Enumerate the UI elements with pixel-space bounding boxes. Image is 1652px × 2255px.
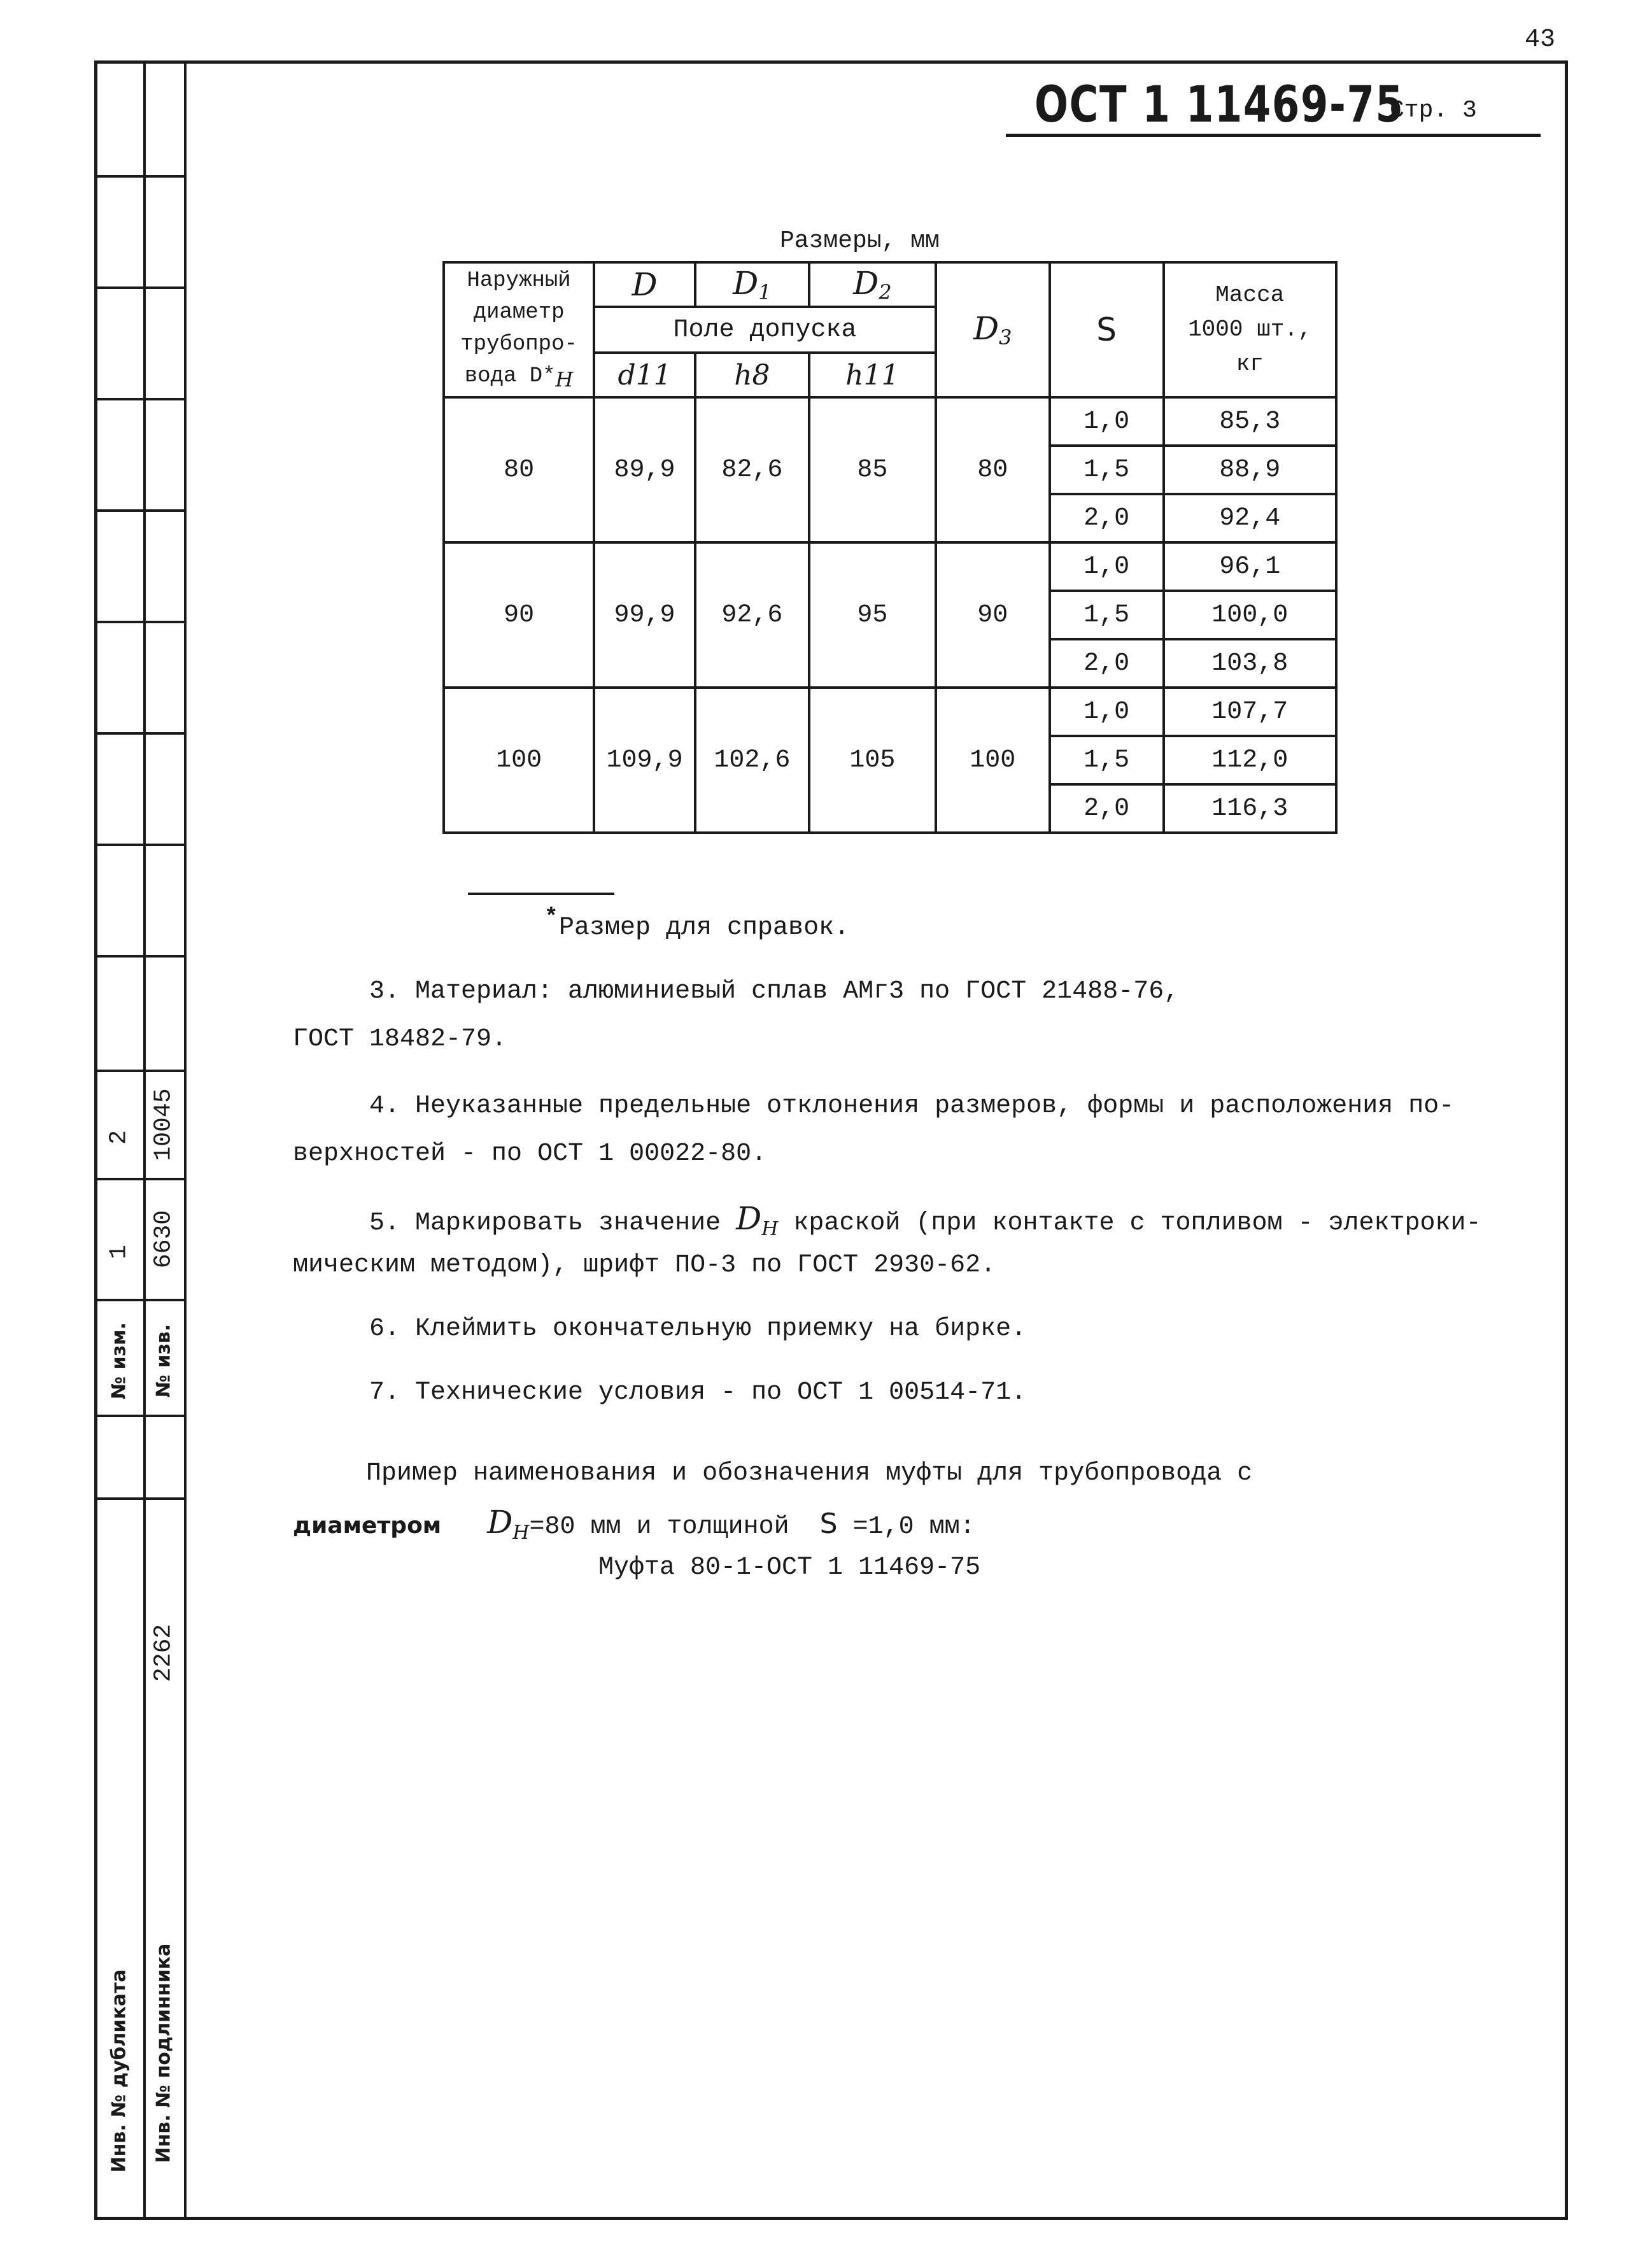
cell-mass: 103,8 [1164,639,1336,688]
stamp-row-line [94,509,187,512]
header-tol-d: d11 [594,353,695,397]
stamp-row-line [94,398,187,400]
cell-d2: 85 [809,397,936,542]
cell-mass: 116,3 [1164,784,1336,833]
stamp-notice-number-6630: 6630 [150,1210,178,1269]
cell-mass: 85,3 [1164,397,1336,446]
header-s: S [1050,262,1164,397]
stamp-column-line [143,60,146,2220]
table-row [444,542,1336,591]
cell-d: 99,9 [594,542,695,688]
cell-d2: 95 [809,542,936,688]
document-code: ОСТ 1 11469-75 [1034,76,1404,134]
footnote-mark: * [544,904,558,930]
stamp-row-line [94,175,187,178]
cell-d1: 102,6 [695,688,809,833]
cell-outer: 80 [444,397,594,542]
cell-s: 2,0 [1050,494,1164,542]
cell-mass: 96,1 [1164,542,1336,591]
stamp-row-line [94,621,187,623]
header-d: D [594,262,695,307]
cell-outer: 100 [444,688,594,833]
footnote-rule [468,893,614,895]
cell-d: 109,9 [594,688,695,833]
cell-d3: 90 [936,542,1050,688]
item-5-line2: мическим методом), шрифт ПО-3 по ГОСТ 2930-62. [293,1251,996,1280]
stamp-label-duplicate-inventory: Инв. № дубликата [108,1969,131,2173]
example-line2: диаметром $D_Н=80$ мм и толщиной S =1,0 мм: [293,1504,975,1544]
stamp-section-line [94,1497,187,1500]
sizes-table [442,261,1338,834]
cell-mass: 88,9 [1164,446,1336,494]
stamp-row-line [94,286,187,289]
cell-s: 1,0 [1050,688,1164,736]
header-tol-d2: h11 [809,353,936,397]
stamp-row-line [94,1299,187,1301]
header-underline [1006,134,1541,137]
header-outer-diameter: Наружный диаметр трубопро- вода $D*_Н$ [444,262,594,397]
item-6: 6. Клеймить окончательную приемку на бирке. [369,1315,1027,1343]
cell-d3: 100 [936,688,1050,833]
header-tolerance: Поле допуска [594,307,936,353]
item-4-line1: 4. Неуказанные предельные отклонения размеров, формы и расположения по- [369,1092,1455,1120]
cell-s: 1,5 [1050,736,1164,784]
cell-s: 2,0 [1050,784,1164,833]
cell-mass: 112,0 [1164,736,1336,784]
example-line1: Пример наименования и обозначения муфты для трубопровода с [366,1459,1253,1488]
stamp-column-line [184,60,187,2220]
cell-s: 2,0 [1050,639,1164,688]
table-caption: Размеры, мм [780,227,940,255]
cell-mass: 107,7 [1164,688,1336,736]
item-3-line1: 3. Материал: алюминиевый сплав АМг3 по ГОСТ 21488-76, [369,977,1180,1006]
stamp-row-line [94,955,187,958]
item-3-line2: ГОСТ 18482-79. [293,1025,507,1054]
header-mass: Масса 1000 шт., кг [1164,262,1336,397]
cell-d3: 80 [936,397,1050,542]
cell-s: 1,0 [1050,542,1164,591]
cell-s: 1,5 [1050,591,1164,639]
cell-d1: 92,6 [695,542,809,688]
cell-s: 1,5 [1050,446,1164,494]
stamp-row-line [94,732,187,735]
page-number: 43 [1525,25,1556,54]
item-4-line2: верхностей - по ОСТ 1 00022-80. [293,1140,767,1168]
cell-d1: 82,6 [695,397,809,542]
stamp-notice-number-10045: 10045 [150,1088,178,1161]
header-tol-d1: h8 [695,353,809,397]
cell-s: 1,0 [1050,397,1164,446]
item-5-line1: 5. Маркировать значение $D_Н$ краской (при контакте с топливом - электроки- [369,1200,1481,1240]
cell-mass: 92,4 [1164,494,1336,542]
stamp-label-original-inventory: Инв. № подлинника [152,1943,175,2163]
stamp-label-notice-no: № изв. [152,1324,175,1398]
stamp-original-inventory-number: 2262 [150,1623,178,1683]
stamp-change-number-1: 1 [105,1245,133,1259]
cell-outer: 90 [444,542,594,688]
cell-mass: 100,0 [1164,591,1336,639]
header-d2: $D_2$ [809,262,936,307]
stamp-row-line [94,844,187,846]
stamp-label-change-no: № изм. [108,1322,131,1399]
stamp-change-number-2: 2 [105,1130,133,1145]
example-line3: Муфта 80-1-ОСТ 1 11469-75 [598,1553,981,1582]
table-row [444,397,1336,446]
stamp-section-line [94,1415,187,1417]
document-page-label: Стр. 3 [1390,97,1477,124]
header-d3: $D_3$ [936,262,1050,397]
footnote-text: Размер для справок. [559,914,850,942]
item-7: 7. Технические условия - по ОСТ 1 00514-71. [369,1378,1027,1407]
cell-d2: 105 [809,688,936,833]
header-d1: $D_1$ [695,262,809,307]
table-row [444,688,1336,736]
cell-d: 89,9 [594,397,695,542]
